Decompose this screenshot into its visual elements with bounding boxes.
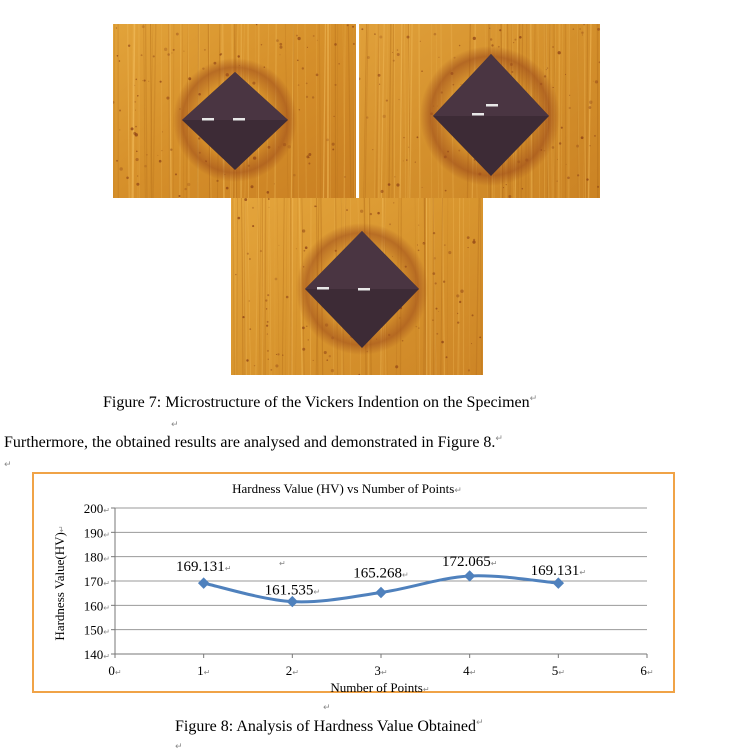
x-tick-label: 5↵ (551, 663, 565, 678)
y-tick-label: 150↵ (83, 622, 110, 638)
y-axis-label: Hardness Value(HV)↵ (52, 525, 67, 641)
body-paragraph: Furthermore, the obtained results are analysed and demonstrated in Figure 8.↵ (4, 434, 503, 451)
y-tick-label: 170↵ (83, 574, 110, 589)
x-tick-label: 6↵ (640, 663, 654, 678)
paragraph-mark: ↵ (175, 742, 183, 752)
y-tick-label: 190↵ (83, 525, 110, 541)
paragraph-mark: ↵ (323, 703, 331, 713)
data-point-5 (553, 578, 563, 588)
y-tick-label: 160↵ (83, 598, 110, 614)
x-tick-label: 3↵ (374, 663, 388, 678)
data-label-1: 169.131↵ (175, 559, 232, 576)
figure-7-caption: Figure 7: Microstructure of the Vickers Indention on the Specimen↵ (103, 394, 538, 411)
data-label-5: 169.131↵ (530, 563, 587, 580)
data-label-3: 165.268↵ (353, 565, 409, 582)
x-tick-label: 1↵ (197, 663, 211, 678)
x-tick-label: 2↵ (285, 663, 299, 678)
data-label-2: 161.535↵ (264, 582, 321, 599)
data-point-3 (376, 588, 386, 598)
paragraph-mark: ↵ (279, 559, 286, 568)
y-tick-label: 180↵ (83, 549, 110, 565)
y-tick-label: 140↵ (83, 647, 110, 662)
x-tick-label: 4↵ (463, 663, 477, 678)
data-label-4: 172.065↵ (441, 553, 498, 570)
paragraph-mark: ↵ (4, 460, 12, 470)
paragraph-mark: ↵ (171, 420, 179, 430)
x-axis-label: Number of Points↵ (330, 680, 430, 695)
data-point-1 (199, 578, 209, 588)
data-point-4 (465, 571, 475, 581)
chart-title: Hardness Value (HV) vs Number of Points↵ (232, 481, 462, 496)
y-tick-label: 200↵ (83, 501, 110, 516)
x-tick-label: 0↵ (108, 663, 122, 678)
figure-8-caption: Figure 8: Analysis of Hardness Value Obtained↵ (175, 718, 484, 735)
